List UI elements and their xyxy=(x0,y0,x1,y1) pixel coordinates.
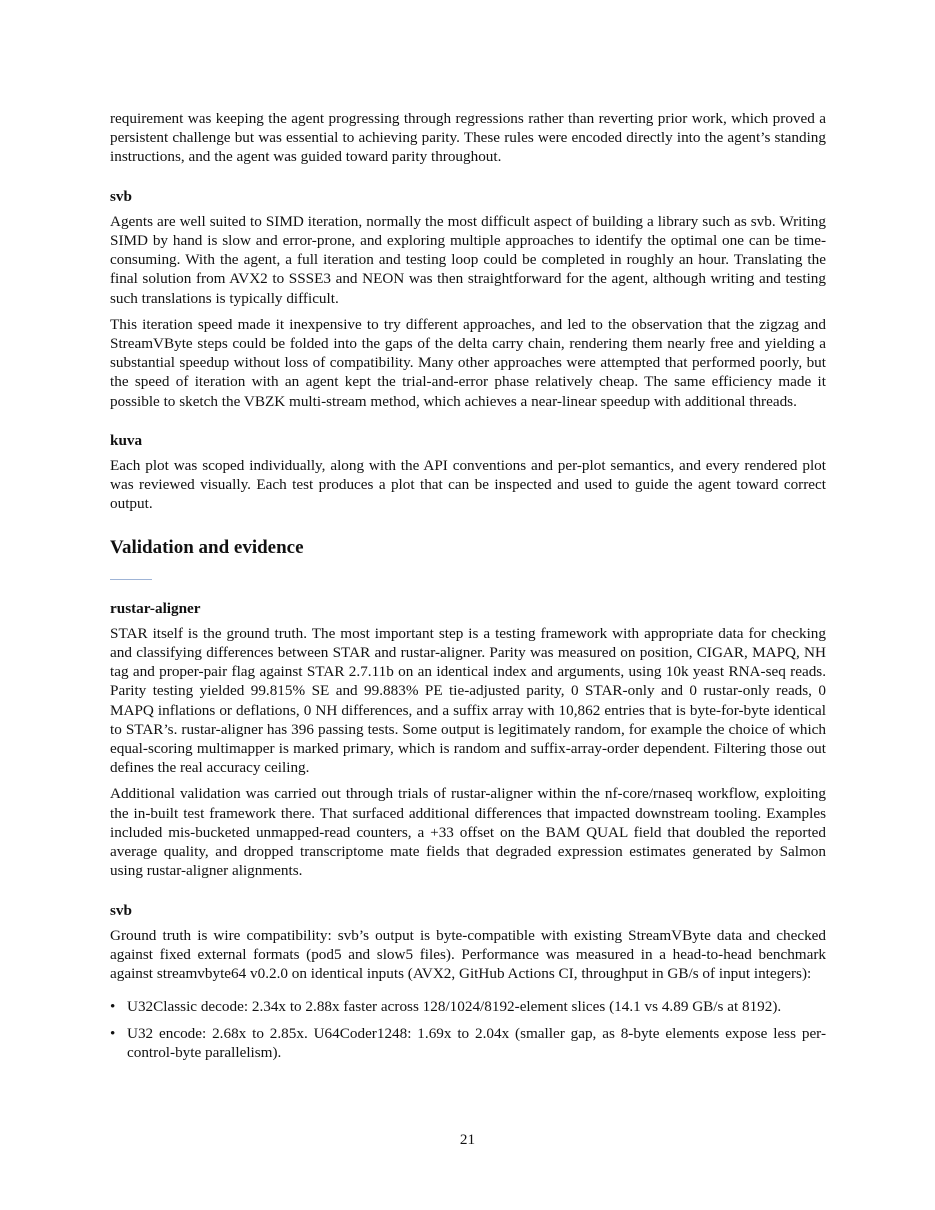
section-divider xyxy=(110,579,152,580)
svb-heading: svb xyxy=(110,187,132,205)
list-item xyxy=(110,1024,826,1062)
kuva-heading: kuva xyxy=(110,431,143,449)
rustar-paragraph-2: Additional validation was carried out through trials of rustar-aligner within the nf-core/rnaseq workflow, exploiting the in-built test framework there. That surfaced additional differences that impacted downstream tooling. Examples included mis-bucketed unmapped-read counters, a +33 offset on the BAM QUAL field that doubled the reported average quality, and dropped transcriptome mate fields that degraded expression estimates generated by Salmon using rustar-aligner alignments. xyxy=(110,785,826,880)
bullet-icon: • xyxy=(110,1024,116,1042)
rustar-paragraph-1: STAR itself is the ground truth. The most important step is a testing framework with appropriate data for checking and classifying differences between STAR and rustar-aligner. Parity was measured on position, CIGAR, MAPQ, NH tag and proper-pair flag against STAR 2.7.11b on an identical index and arguments, using 10k yeast RNA-seq reads. Parity testing yielded 99.815% SE and 99.883% PE tie-adjusted parity, 0 STAR-only and 0 rustar-only reads, 0 MAPQ inflations or deflations, 0 NH differences, and a suffix array with 10,862 entries that is byte-for-byte identical to STAR’s. rustar-aligner has 396 passing tests. Some output is legitimately random, for example the choice of which equal-scoring multimapper is marked primary, which is random and suffix-array-order dependent. Filtering those out defines the real accuracy ceiling. xyxy=(110,624,826,777)
page-number: 21 xyxy=(459,1131,476,1148)
svb-paragraph-1: Agents are well suited to SIMD iteration, normally the most difficult aspect of building a library such as svb. Writing SIMD by hand is slow and error-prone, and exploring multiple approaches to identify the optimal one can be time-consuming. With the agent, a full iteration and testing loop could be completed in roughly an hour. Translating the final solution from AVX2 to SSSE3 and NEON was then straightforward for the agent, although writing and testing such translations is typically difficult. xyxy=(110,212,826,307)
svb-validation-paragraph: Ground truth is wire compatibility: svb’s output is byte-compatible with existing StreamVByte data and checked against fixed external formats (pod5 and slow5 files). Performance was measured in a head-to-head benchmark against streamvbyte64 v0.2.0 on identical inputs (AVX2, GitHub Actions CI, throughput in GB/s of input integers): xyxy=(110,926,826,983)
svb-validation-heading: svb xyxy=(110,901,132,919)
kuva-paragraph: Each plot was scoped individually, along with the API conventions and per-plot semantics, and every rendered plot was reviewed visually. Each test produces a plot that can be inspected and used to guide the agent toward correct output. xyxy=(110,457,826,513)
page-body xyxy=(110,109,826,1062)
rustar-heading: rustar-aligner xyxy=(110,599,201,617)
section-title: Validation and evidence xyxy=(110,536,304,558)
intro-paragraph: requirement was keeping the agent progressing through regressions rather than reverting prior work, which proved a persistent challenge but was essential to achieving parity. These rules were encoded directly into the agent’s standing instructions, and the agent was guided toward parity throughout. xyxy=(110,110,826,166)
list-item xyxy=(110,997,826,1016)
bullet-icon: • xyxy=(110,998,116,1016)
list-item-text: U32 encode: 2.68x to 2.85x. U64Coder1248: 1.69x to 2.04x (smaller gap, as 8-byte elements expose less per-control-byte parallelism). xyxy=(127,1024,826,1061)
list-item-text: U32Classic decode: 2.34x to 2.88x faster across 128/1024/8192-element slices (14.1 vs 4.89 GB/s at 8192). xyxy=(127,998,782,1016)
benchmark-list xyxy=(110,997,826,1062)
svb-paragraph-2: This iteration speed made it inexpensive to try different approaches, and led to the observation that the zigzag and StreamVByte steps could be folded into the gaps of the delta carry chain, rendering them nearly free and yielding a substantial speedup without loss of compatibility. Many other approaches were attempted that performed poorly, but the speed of iteration with an agent kept the trial-and-error phase relatively cheap. The same efficiency made it possible to sketch the VBZK multi-stream method, which achieves a near-linear speedup with additional threads. xyxy=(110,315,826,410)
